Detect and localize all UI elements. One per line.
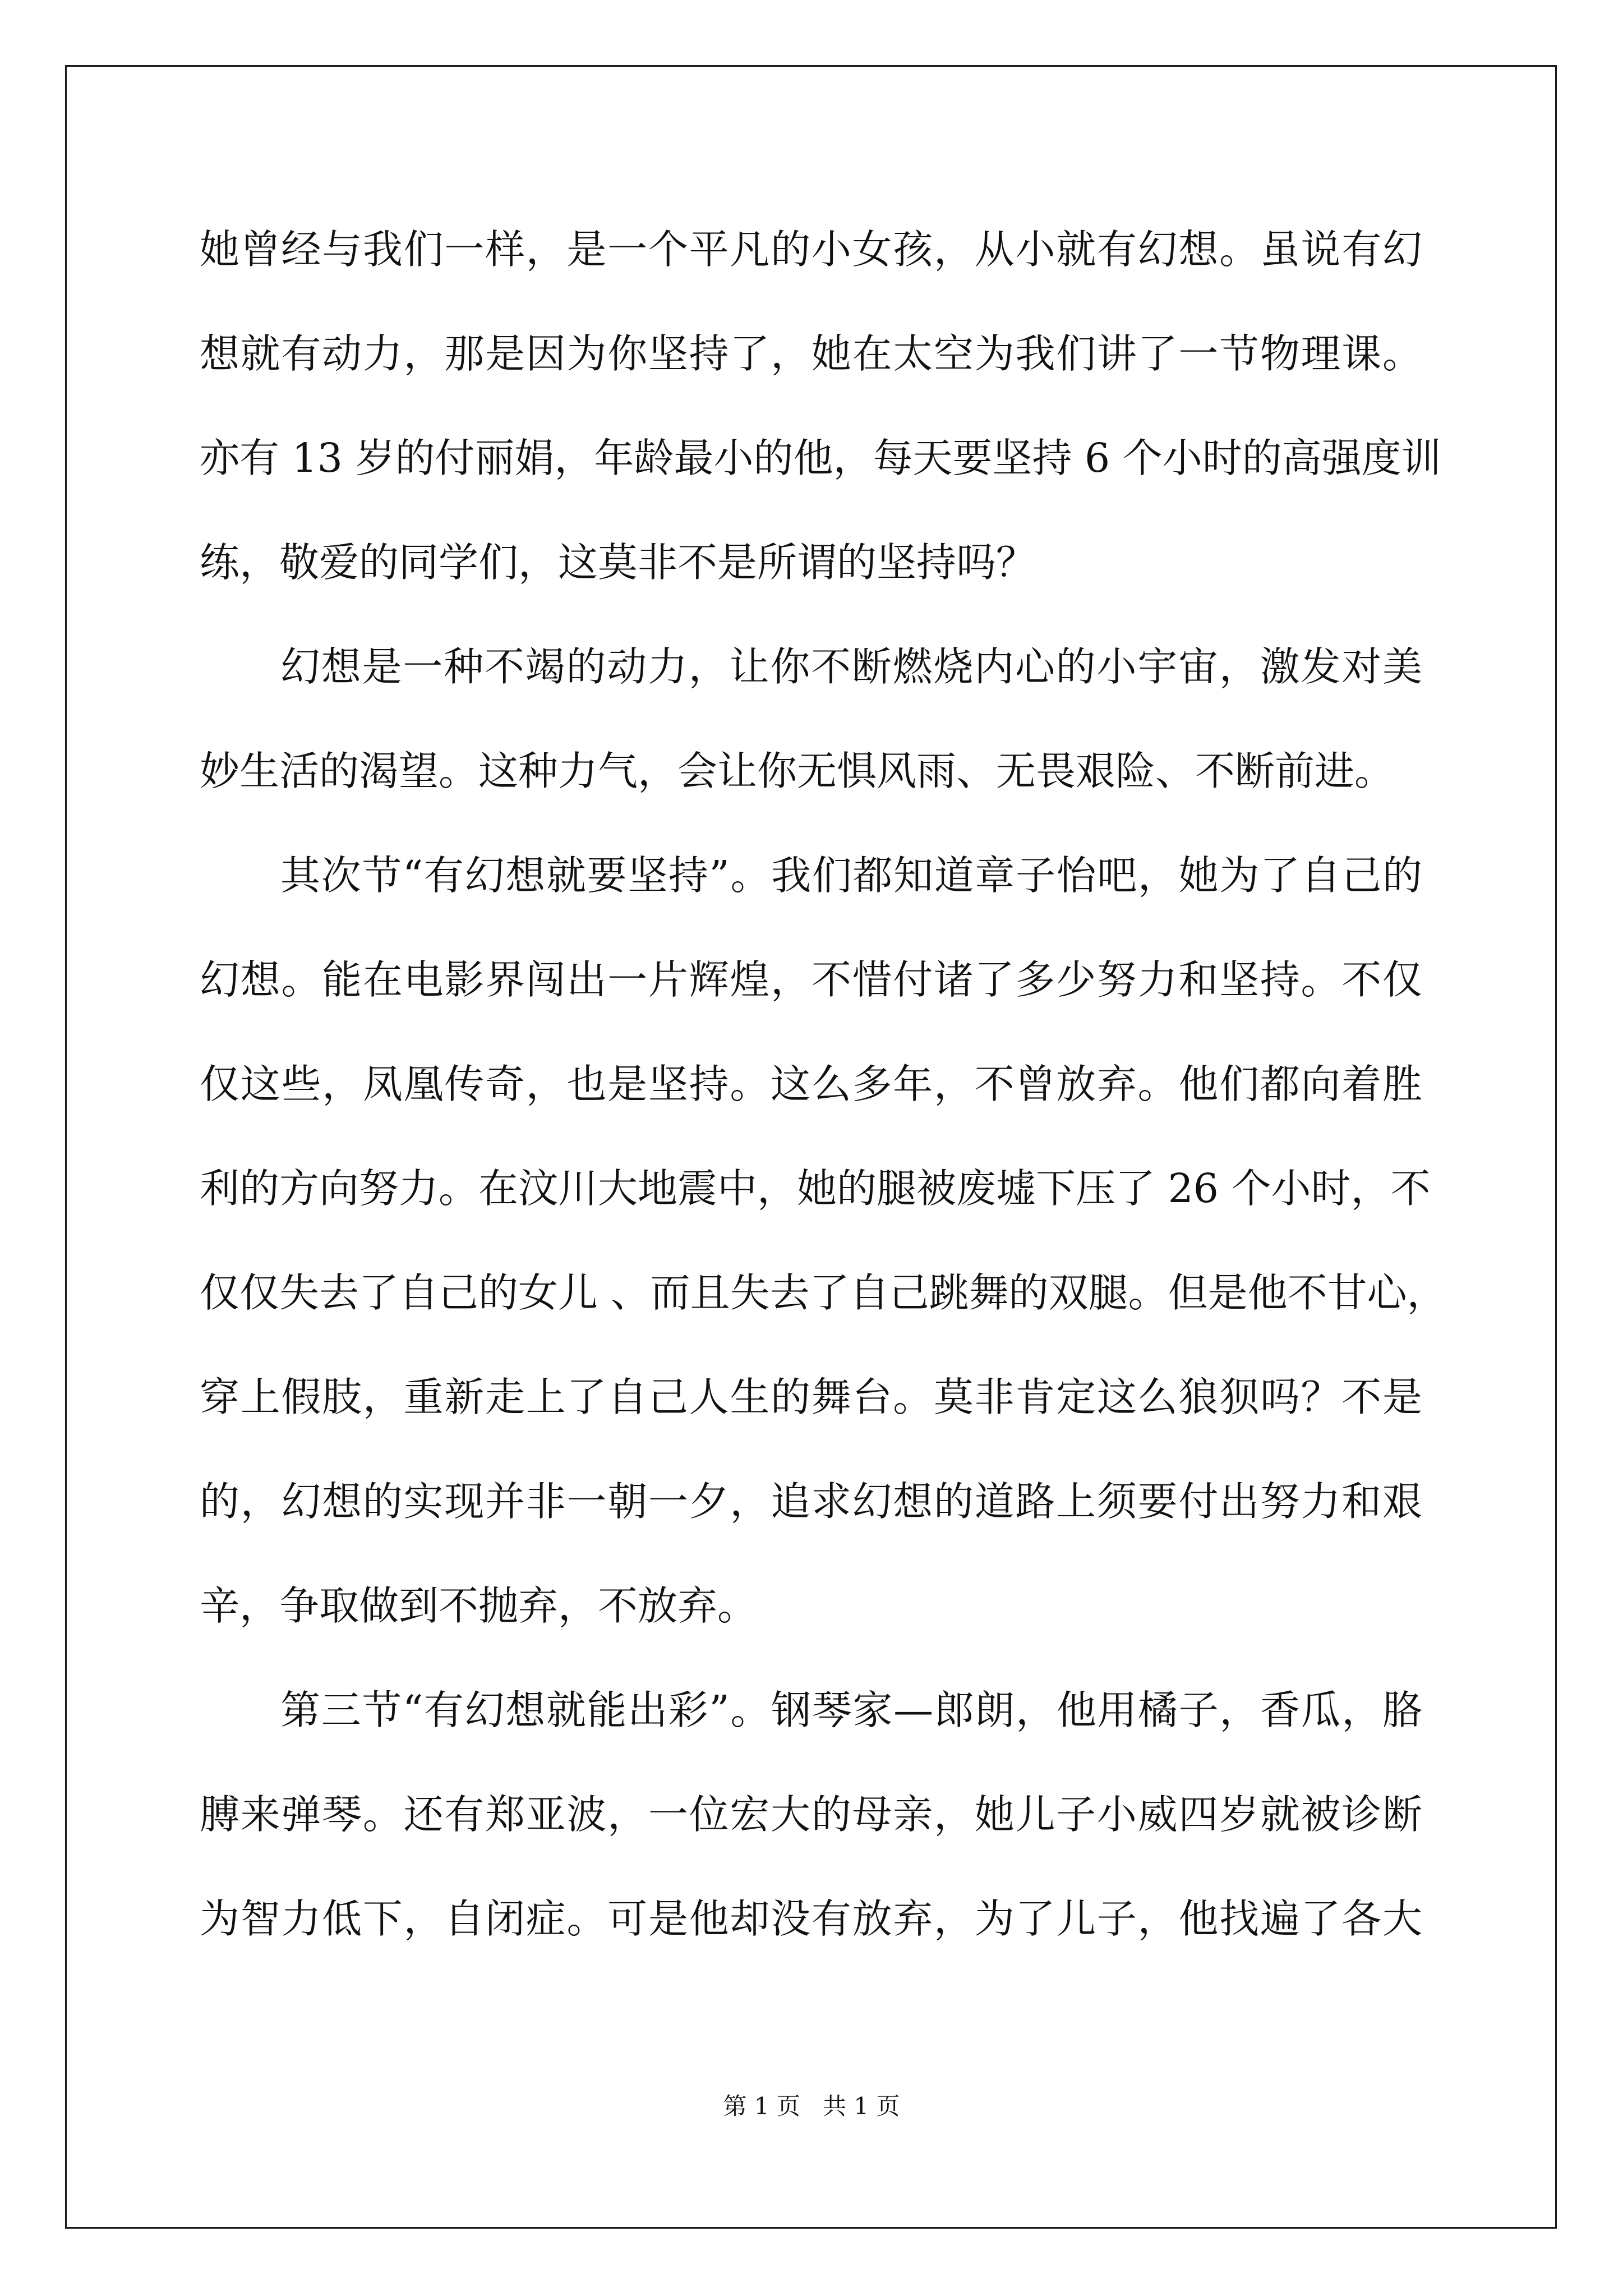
text-line: 辛，争取做到不抛弃，不放弃。 [200, 1582, 758, 1629]
text-line: 幻想。能在电影界闯出一片辉煌，不惜付诸了多少努力和坚持。不仅 [200, 956, 1422, 1003]
text-line: 亦有 13 岁的付丽娟，年龄最小的他，每天要坚持 6 个小时的高强度训 [200, 435, 1441, 481]
text-line: 仅这些，凤凰传奇，也是坚持。这么多年，不曾放弃。他们都向着胜 [200, 1061, 1422, 1107]
page-footer: 第 1 页 共 1 页 [723, 2092, 900, 2120]
text-line: 膊来弹琴。还有郑亚波，一位宏大的母亲，她儿子小威四岁就被诊断 [200, 1791, 1422, 1838]
text-line: 为智力低下，自闭症。可是他却没有放弃，为了儿子，他找遍了各大 [200, 1895, 1422, 1942]
text-line: 其次节“有幻想就要坚持”。我们都知道章子怡吧，她为了自己的 [280, 852, 1422, 899]
text-line: 妙生活的渴望。这种力气，会让你无惧风雨、无畏艰险、不断前进。 [200, 748, 1395, 794]
text-line: 仅仅失去了自己的女儿 、而且失去了自己跳舞的双腿。但是他不甘心， [200, 1269, 1447, 1316]
text-line: 第三节“有幻想就能出彩”。钢琴家—郎朗，他用橘子，香瓜，胳 [280, 1687, 1422, 1733]
text-line: 想就有动力，那是因为你坚持了，她在太空为我们讲了一节物理课。 [200, 330, 1422, 377]
text-line: 练，敬爱的同学们，这莫非不是所谓的坚持吗？ [200, 539, 1036, 586]
text-line: 穿上假肢，重新走上了自己人生的舞台。莫非肯定这么狼狈吗？不是 [200, 1374, 1422, 1420]
text-line: 利的方向努力。在汶川大地震中，她的腿被废墟下压了 26 个小时，不 [200, 1165, 1431, 1212]
text-line: 她曾经与我们一样，是一个平凡的小女孩，从小就有幻想。虽说有幻 [200, 226, 1422, 273]
text-line: 的，幻想的实现并非一朝一夕，追求幻想的道路上须要付出努力和艰 [200, 1478, 1422, 1525]
document-body [200, 216, 1447, 1990]
text-line: 幻想是一种不竭的动力，让你不断燃烧内心的小宇宙，激发对美 [280, 643, 1422, 690]
